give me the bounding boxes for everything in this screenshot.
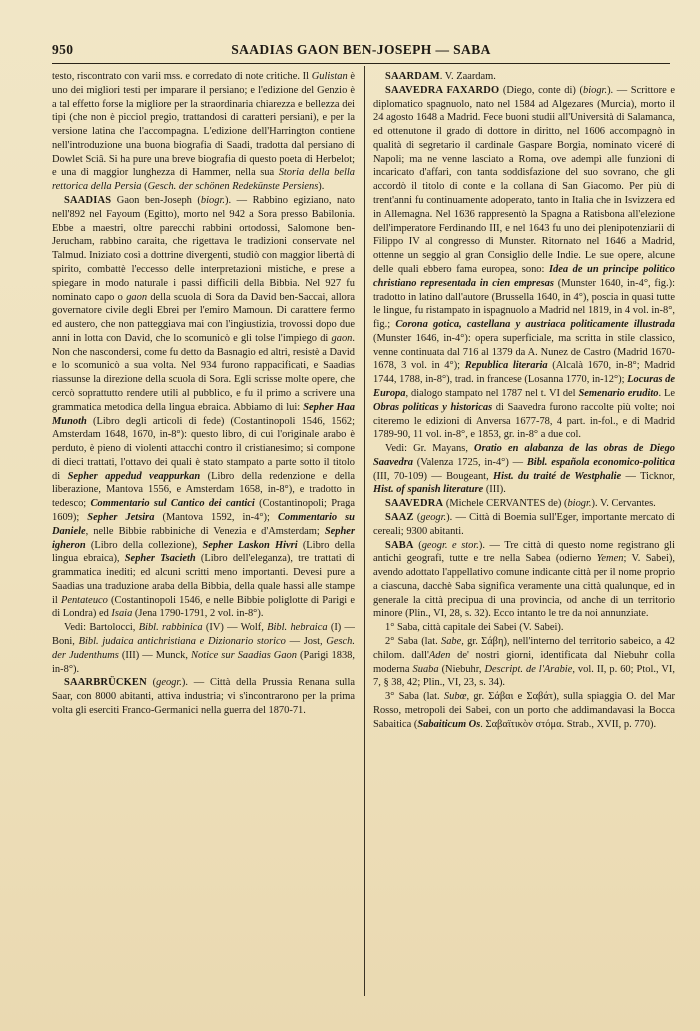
- text-run: , nelle Bibbie rabbiniche di Venezia e d'Amsterdam;: [85, 525, 325, 537]
- text-run: (III).: [483, 484, 506, 496]
- text-run: Gulistan: [311, 71, 348, 82]
- text-run: Gesch. der Judenthums: [52, 636, 355, 661]
- text-run: de' nostri giorni, identificata dal Niebuhr colla moderna: [373, 649, 675, 675]
- text-run: (Munster 1646, in-4°): opera superficiale, ma scritta in stile classico, venne continuata dal 716 al 1379 da A. Nunez de Castro (Madrid 1670-1678, 3 vol. in 4°);: [373, 332, 675, 372]
- text-run: Republica literaria: [464, 360, 548, 372]
- running-title: SAADIAS GAON BEN-JOSEPH — SABA: [231, 42, 491, 57]
- text-run: ). V. Cervantes.: [591, 498, 656, 510]
- text-run: Sepher Tsacieth: [124, 553, 196, 565]
- text-run: (Libro della redenzione e della liberazione, Mantova 1556, e Amsterdam 1658, in-8°), e tradotto in tedesco;: [52, 470, 355, 510]
- text-run: Bibl. hebraica: [267, 622, 328, 634]
- text-run: (Parigi 1838, in-8°).: [52, 649, 355, 675]
- text-run: Descript. de l'Arabie: [484, 663, 573, 675]
- text-run: Hist. of spanish literature: [373, 484, 484, 496]
- text-run: Bibl. española economico-politica: [526, 456, 676, 468]
- text-run: Isaia: [111, 608, 133, 620]
- text-run: Commentario su Daniele: [52, 512, 355, 537]
- text-run: Gesch. der schönen Redekünste Persiens: [147, 181, 319, 193]
- entry-headword: SAAVEDRA FAXARDO: [385, 84, 500, 96]
- text-run: (Valenza 1725, in-4°) —: [413, 456, 527, 468]
- text-run: (Libro della collezione),: [85, 539, 203, 551]
- entry-headword: SAARBRÜCKEN: [64, 677, 147, 689]
- text-run: (Munster 1640, in-4°, fig.): tradotto in latino dall'autore (Brussella 1640, in 4°), poscia in quasi tutte le lingue, fu ristampato in ispagnuolo a Madrid nel 1819, in 4 vol. in-8°, fig.;: [373, 277, 675, 331]
- text-run: (Libro degli articoli di fede) (Costantinopoli 1546, 1562; Amsterdam 1648, 1670, in-8°): questo libro, di cui l'originale arabo è perduto, è pieno di violenti attacchi contro il cristianesimo; si compone di dieci trattati, l'ottavo dei quali è stato stampato a parte sotto il titolo di: [52, 415, 355, 482]
- entry-headword: SAAZ: [385, 512, 414, 523]
- paragraph: [52, 194, 355, 621]
- text-run: ). — Città di Boemia sull'Eger, importante mercato di cereali; 9300 abitanti.: [373, 512, 675, 537]
- text-run: Sepher Jetsira: [87, 512, 155, 523]
- text-run: Sabe: [440, 636, 462, 648]
- text-run: geogr.: [420, 512, 447, 523]
- text-run: (: [413, 539, 422, 551]
- text-run: Sepher appedud veappurkan: [67, 470, 201, 482]
- text-run: (: [141, 181, 148, 193]
- paragraph: [373, 690, 675, 731]
- text-run: , dialogo stampato nel 1787 nel t. VI del: [405, 387, 579, 399]
- text-run: Obras politicas y historicas: [373, 401, 493, 413]
- text-run: Sepher Laskon Hivri: [202, 539, 298, 551]
- text-run: gaon: [331, 332, 353, 344]
- entry-headword: SAADIAS: [64, 195, 112, 207]
- left-column: [52, 70, 355, 718]
- text-run: — Jost,: [285, 636, 327, 648]
- text-run: Gaon ben-Joseph (: [111, 195, 201, 207]
- text-run: Semenario erudito: [578, 387, 659, 399]
- entry-headword: SAARDAM: [385, 71, 440, 82]
- paragraph: [373, 497, 675, 511]
- text-run: (III, 70-109) — Bougeant,: [373, 470, 494, 482]
- text-run: ; V. Sabei), avendo adottato l'appellativo comune indicante città per il nome proprio a ciascuna, dacchè Saba significa veramente una città qualunque, ed in generale la città precipua di una provincia, od anche di un territorio minore (Plin., VI, 28, s. 32). Ecco intanto le tre da noi annunziate.: [373, 553, 675, 620]
- paragraph: [373, 84, 675, 442]
- text-run: 3° Saba (lat.: [385, 691, 444, 703]
- text-run: Notice sur Saadias Gaon: [191, 649, 297, 661]
- text-run: biogr.: [582, 84, 608, 96]
- text-run: . Le: [658, 387, 675, 399]
- paragraph: [373, 70, 675, 84]
- text-run: 1° Saba, città capitale dei Sabei (V. Sabei).: [385, 622, 564, 634]
- text-run: Subœ: [443, 691, 467, 703]
- text-run: ). — Tre città di questo nome registrano gli antichi geografi, tutte e tre nella Sabea (odierno: [373, 539, 675, 565]
- paragraph: [52, 676, 355, 717]
- text-run: (Costantinopoli 1546, e nelle Bibbie poliglotte di Parigi e di Londra) ed: [52, 594, 355, 620]
- right-column: [373, 70, 675, 732]
- text-run: (Alcalà 1670, in-8°; Madrid 1744, 1788, in-8°), trad. in francese (Losanna 1770, in-12°);: [373, 360, 675, 386]
- text-run: Sepher igheron: [52, 525, 355, 551]
- column-divider: [364, 66, 365, 996]
- text-run: Locuras de Europa: [373, 374, 675, 399]
- text-run: (Libro dell'eleganza), tre trattati di grammatica inediti; ed alcuni scritti meno importanti. Devesi pure a Saadias una traduzione araba della Bibbia, della quale hassi alle stampe il: [52, 553, 355, 606]
- text-run: . Σαβαϊτικὸν στόμα. Strab., XVII, p. 770).: [480, 718, 657, 730]
- paragraph: [52, 621, 355, 676]
- paragraph: [373, 635, 675, 690]
- entry-headword: SABA: [385, 539, 414, 551]
- text-run: Idea de un principe politico christiano representada in cien empresas: [373, 263, 675, 289]
- text-run: gaon: [126, 291, 148, 303]
- text-run: Commentario sul Cantico dei cantici: [90, 498, 255, 510]
- text-run: geogr. e stor.: [421, 539, 479, 551]
- text-run: (Jena 1790-1791, 2 vol. in-8°).: [132, 608, 264, 620]
- text-run: . V. Zaardam.: [439, 71, 496, 82]
- text-run: Storia della bella rettorica della Persia: [52, 167, 355, 193]
- paragraph: [52, 70, 355, 194]
- text-run: Hist. du traité de Westphalie: [493, 470, 622, 482]
- text-run: , gr. Σάβαι e Σαβάτ), sulla spiaggia O. del Mar Rosso, metropoli dei Sabei, con un porto che addimandavasi la Bocca Sabaitica (: [373, 691, 675, 730]
- entry-headword: SAAVEDRA: [385, 498, 444, 510]
- text-run: (I) — Boni,: [52, 622, 355, 648]
- text-run: ). — Città della Prussia Renana sulla Saar, con 8000 abitanti, attiva industria; vi s'incontrarono per la prima volta gli eserciti Franco-Germanici nella guerra del 1870-71.: [52, 677, 355, 716]
- text-run: , vol. II, p. 60; Ptol., VI, 7, § 38, 42; Plin., VI, 23, s. 34).: [373, 663, 675, 689]
- text-run: Sepher Haa Munoth: [52, 401, 355, 427]
- text-run: (Niebuhr,: [438, 663, 485, 675]
- text-run: Yemen: [596, 553, 624, 565]
- text-run: Corona gotica, castellana y austriaca politicamente illustrada: [395, 319, 675, 331]
- paragraph: [373, 442, 675, 497]
- text-run: (Libro della lingua ebraica),: [52, 539, 356, 565]
- text-run: Aden: [428, 649, 451, 661]
- text-run: Bibl. judaica antichristiana e Dizionario storico: [78, 636, 286, 648]
- paragraph: [373, 511, 675, 539]
- text-run: ). — Scrittore e diplomatico spagnuolo, nato nel 1584 ad Algezares (Murcia), morto il 24 agosto 1648 a Madrid. Fece buoni studii all'Università di Salamanca, ed ottenutone il grado di dottore in diritto, nel 1606 accompagnò in qualità di segretario il cardinale Gaspare Borgia, nominato viceré di Napoli; ma ne venne lasciato a Roma, ove adempì alle funzioni di incaricato d'affari, con tanta soddisfazione del suo sovrano, che gli accordò il titolo di conte e la collana di San Giacomo. Per più di trent'anni fu continuamente adoperato, tanto in Italia che in Isvizzera ed in Allemagna. Nel 1636 rappresentò la Spagna a Ratisbona all'elezione dell'imperatore Ferdinando III, e nel 1643 fu uno dei plenipotenziarii di Filippo IV al congresso di Munster. Ritornato nel 1646 a Madrid, ottenne un seggio al gran Consiglio delle Indie. Le sue opere, alcune delle quali ebbero fama europea, sono:: [373, 84, 675, 275]
- text-run: geogr.: [156, 677, 182, 689]
- text-run: (Diego, conte di) (: [499, 84, 583, 96]
- text-run: 2° Saba (lat.: [385, 636, 441, 648]
- text-run: Suaba: [412, 663, 439, 675]
- text-run: , gr. Σάβη), nell'interno del territorio sabeico, a 42 chilom. dall': [373, 636, 676, 661]
- text-run: (Michele CERVANTES de) (: [443, 498, 568, 510]
- paragraph: [373, 621, 675, 635]
- text-run: (III) — Munck,: [118, 649, 192, 661]
- text-run: ).: [318, 181, 325, 193]
- header-rule: [52, 63, 670, 64]
- text-run: testo, riscontrato con varii mss. e corredato di note critiche. Il: [52, 71, 312, 82]
- text-run: ). — Rabbino egiziano, nato nell'892 nel Fayoum (Egitto), morto nel 942 a Sora presso Babilonia. Ebbe a maestri, oltre parecchi rabbini ortodossi, Salomone ben-Jerucham, rabbino caraita, che rigettava le tradizioni conservate nel Talmud. Iniziato così a dottrine divergenti, studiò con maggior libertà di spirito, combattè l'eccesso delle interpretazioni mistiche, e prese a spiegare in modo naturale i passi difficili della Bibbia. Nel 927 fu nominato capo o: [52, 195, 356, 303]
- text-run: di Saavedra furono raccolte più volte; noi citeremo le edizioni di Anversa 1677-78, 4 part. in-fol., e di Madrid 1789-90, 11 vol. in-8°, e 1853, gr. in-8° a due col.: [373, 401, 675, 441]
- text-run: (Costantinopoli; Praga 1609);: [52, 498, 355, 523]
- text-run: Vedi: Gr. Mayans,: [385, 443, 475, 455]
- text-run: (: [413, 512, 421, 523]
- text-run: (Mantova 1592, in-4°);: [154, 512, 278, 523]
- paragraph: [373, 539, 675, 622]
- text-run: della scuola di Sora da David ben-Saccai, allora governatore civile degli Ebrei per l'emiro Mamoun. Di carattere fermo ed austero, che non patteggiava mai con l'ingiustizia, trovossi dopo due anni in lotta con David, che lo scomunicò e gli tolse l'impiego di: [52, 291, 355, 344]
- text-run: Bibl. rabbinica: [138, 622, 203, 634]
- text-run: biogr.: [200, 195, 225, 207]
- text-run: — Ticknor,: [621, 470, 675, 482]
- page-header: [52, 42, 670, 60]
- text-run: Oratio en alabanza de las obras de Diego Saavedra: [373, 443, 676, 468]
- text-run: (: [146, 677, 157, 689]
- text-run: Vedi: Bartolocci,: [64, 622, 139, 634]
- text-run: Sabaiticum Os: [417, 718, 481, 730]
- text-run: biogr.: [567, 498, 592, 510]
- text-run: è uno dei migliori testi per imparare il persiano; e l'edizione del Genzio è a tal effetto forse la migliore per la straordinaria chiarezza e bellezza dei tipi (che non è picciol pregio, trattandosi di caratteri persiani), e per la versione latina che l'accompagna. L'edizione dell'Harrington contiene nell'introduzione una buona biografia di Saadi, tradotta dal persiano di Dowlet Sciâ. Si ha pure una breve biografia di questo poeta di Herbelot; e una di maggior lunghezza di Hammer, nella sua: [52, 71, 355, 179]
- text-run: Pentateuco: [60, 594, 108, 606]
- page-number: 950: [52, 42, 74, 57]
- text-run: . Non che nascondersi, come fu detto da Basnagio ed altri, resistè a David e lo scomunicò a sua volta. Nel 934 furono rappacificati, e Saadias riassunse la direzione della scuola di Sora. Egli scrisse molte opere, che cercò soprattutto rendere utili al pubblico, e fu il primo a scrivere una grammatica metodica della lingua ebraica. Abbiamo di lui:: [52, 332, 355, 413]
- text-run: (IV) — Wolf,: [202, 622, 268, 634]
